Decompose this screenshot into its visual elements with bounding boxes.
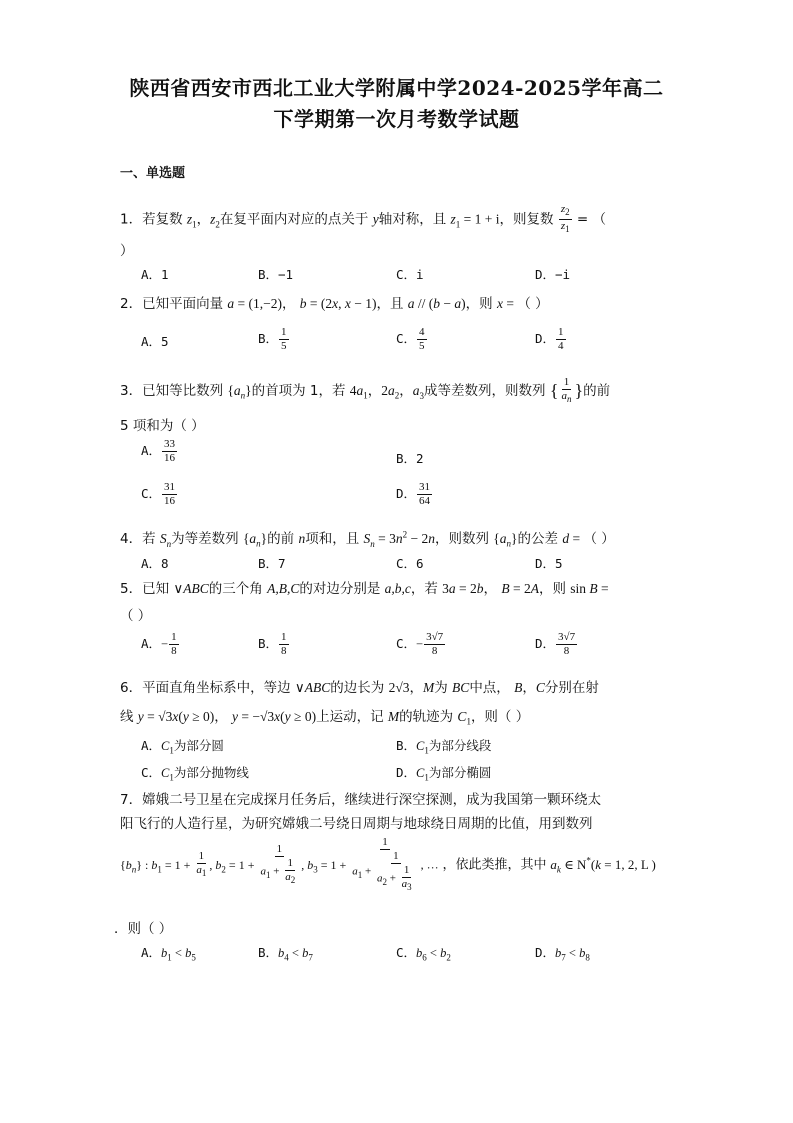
- q6-option-d[interactable]: D．$C_1$为部分椭圆: [396, 765, 492, 783]
- question-1: 1．若复数 $z_1$，$z_2$在复平面内对应的点关于 y轴对称，且 $z_1 = 1 + i$，则复数 $\frac{z_2}{z_1}$ = （: [120, 203, 606, 235]
- section-heading: 一、单选题: [120, 166, 186, 181]
- q3-option-a[interactable]: A． $\frac{33}{16}$: [141, 438, 176, 464]
- question-6-line2: 线 y = √3x(y ≥ 0)， y = −√3x(y ≥ 0)上运动，记 M的轨迹为 $C_1$，则（ ）: [120, 709, 530, 727]
- q1-option-a[interactable]: A．1: [141, 267, 169, 282]
- q4-option-c[interactable]: C．6: [396, 556, 424, 571]
- q3-continued: 5 项和为（ ）: [120, 418, 205, 434]
- q7-option-d[interactable]: D．$b_7 < b_8$: [535, 945, 590, 963]
- q3-option-d[interactable]: D． $\frac{31}{64}$: [396, 481, 431, 507]
- q2-option-d[interactable]: D． $\frac{1}{4}$: [535, 326, 564, 352]
- q7-paren: ．则（ ）: [114, 921, 173, 937]
- question-7-line1: 7．嫦娥二号卫星在完成探月任务后，继续进行深空探测，成为我国第一颗环绕太: [120, 792, 602, 808]
- q7-option-b[interactable]: B．$b_4 < b_7$: [258, 945, 313, 963]
- q6-option-a[interactable]: A．$C_1$为部分圆: [141, 738, 224, 756]
- q5-option-d[interactable]: D． $\frac{3√7}{8}$: [535, 631, 576, 657]
- q1-option-c[interactable]: C．i: [396, 267, 424, 282]
- q7-option-c[interactable]: C．$b_6 < b_2$: [396, 945, 451, 963]
- q1-paren: ）: [120, 243, 134, 259]
- question-5: 5．已知 ∨ABC的三个角 A,B,C的对边分别是 a,b,c，若 3a = 2b， B = 2A，则 sin B =: [120, 581, 609, 597]
- q2-option-b[interactable]: B． $\frac{1}{5}$: [258, 326, 287, 352]
- question-7-line2: 阳飞行的人造行星，为研究嫦娥二号绕日周期与地球绕日周期的比值，用到数列: [120, 816, 593, 832]
- question-3: 3．已知等比数列 $\{a_n\}$的首项为 1，若 $4a_1$，$2a_2$，$a_3$成等差数列，则数列 { $\frac{1}{a_n}$ }的前: [120, 376, 611, 405]
- q5-option-b[interactable]: B． $\frac{1}{8}$: [258, 631, 287, 657]
- q7-option-a[interactable]: A．$b_1 < b_5$: [141, 945, 196, 963]
- q3-option-b[interactable]: B．2: [396, 451, 424, 466]
- q5-option-a[interactable]: A．− $\frac{1}{8}$: [141, 631, 177, 657]
- q5-paren: （ ）: [120, 608, 152, 624]
- question-6: 6．平面直角坐标系中，等边 ∨ABC的边长为 2√3，M为 BC中点， B，C分别在射: [120, 680, 599, 696]
- q1-option-b[interactable]: B．−1: [258, 267, 294, 282]
- q4-option-d[interactable]: D．5: [535, 556, 563, 571]
- page-title-line1: 陕西省西安市西北工业大学附属中学2024-2025学年高二: [129, 76, 664, 100]
- page-title-line2: 下学期第一次月考数学试题: [273, 107, 520, 131]
- q5-option-c[interactable]: C．− $\frac{3√7}{8}$: [396, 631, 444, 657]
- q2-option-a[interactable]: A．5: [141, 334, 169, 349]
- q3-option-c[interactable]: C． $\frac{31}{16}$: [141, 481, 176, 507]
- question-4: 4．若 $S_n$为等差数列 $\{a_n\}$的前 n项和，且 $S_n = 3n^2 - 2n$，则数列 $\{a_n\}$的公差 d = （ ）: [120, 529, 615, 549]
- q2-option-c[interactable]: C． $\frac{4}{5}$: [396, 326, 425, 352]
- question-7-formula: $\{b_n\}$ : $b_1 = 1$ + $\frac{1}{a_1}$ , $b_2 = 1$ + 1 $a_1$ + $\frac{1}{a_2}$ , $b_3 = 1$ + 1 $a_1$ + 1 $a_2$ + $\frac{1}{a_3}$ , … ，依此类推，其中 $a_k$ ∈ N*(k = 1, 2, L ): [120, 836, 656, 893]
- q1-option-d[interactable]: D．−i: [535, 267, 571, 282]
- q6-option-c[interactable]: C．$C_1$为部分抛物线: [141, 765, 249, 783]
- q4-option-b[interactable]: B．7: [258, 556, 286, 571]
- q4-option-a[interactable]: A．8: [141, 556, 169, 571]
- q6-option-b[interactable]: B．$C_1$为部分线段: [396, 738, 492, 756]
- q1-text: 1．若复数: [120, 211, 183, 228]
- question-2: 2．已知平面向量 a = (1,−2)， b = (2x, x − 1)，且 a // (b − a)，则 x = （ ）: [120, 296, 549, 312]
